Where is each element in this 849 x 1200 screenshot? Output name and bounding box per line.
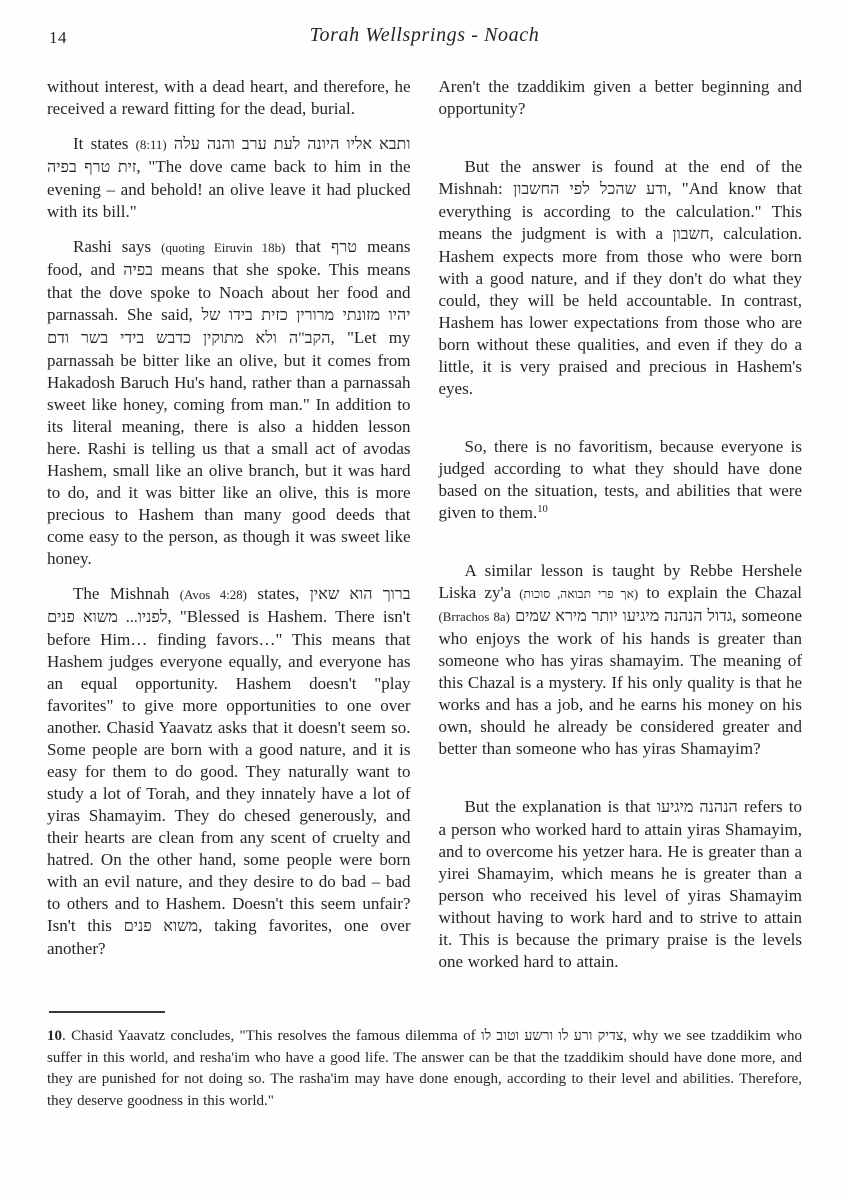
footnote-marker: 10 — [537, 504, 548, 515]
body-text: , "Blessed is Hashem. There isn't before Him… finding favors…" This means that Hashem judges everyone equally, and everyone has an equal opportunity. Hashem doesn't "play favorites" to give more opportunities to one over another. Chasid Yaavatz asks that it doesn't seem so. Some people are born with a good nature, and it is easy for them to do good. They naturally want to study a lot of Torah, and they innately have a lot of yiras Shamayim. They do chesed generously, and their hearts are clean from any scent of cruelty and hatred. On the other hand, some people were born with an evil nature, and they desire to do bad – bad to others and to Hashem. Doesn't this seem unfair? Isn't this — [47, 607, 411, 935]
body-text: without interest, with a dead heart, and therefore, he received a reward fitting for the dead, burial. — [47, 77, 411, 118]
hebrew-text: ברוך הוא שאין לפניו... משוא פנים — [47, 586, 411, 626]
footnote — [47, 1026, 802, 1112]
body-text: . Chasid Yaavatz concludes, "This resolves the famous dilemma of — [62, 1028, 481, 1044]
page-title: Torah Wellsprings - Noach — [309, 24, 540, 46]
body-text — [167, 134, 174, 153]
two-column-text — [47, 76, 802, 1009]
paragraph — [47, 76, 411, 120]
body-text: , "Let my parnassah be bitter like an olive, but it comes from Hakadosh Baruch Hu's hand, rather than a parnassah sweet like honey, coming from man." In addition to its literal meaning, there is also a hidden lesson here. Rashi is telling us that a small act of avodas Hashem, small like an olive branch, but it was hard to do, and it was bitter like an olive, this is more precious to Hashem than many good deeds that come easy to the person, as though it was sweet like honey. — [47, 328, 411, 568]
hebrew-text: משוא פנים — [123, 918, 199, 935]
footnote-divider — [49, 1011, 165, 1013]
hebrew-text: חשבון — [672, 226, 710, 243]
body-text: But the explanation is that — [464, 797, 657, 816]
hebrew-text: טרף — [330, 239, 357, 256]
hebrew-text: ותבא אליו היונה לעת ערב והנה עלה זית טרף בפיה — [47, 136, 411, 176]
body-text: So, there is no favoritism, because everyone is judged according to what they should have done based on the situation, tests, and abilities that were given to them. — [438, 437, 802, 522]
body-text: , why we see tzaddikim who suffer in this world, and resha'im who have a good life. The answer can be that the tzaddikim should have done more, and they are punished for not doing so. The rasha'im may have done enough, according to their level and abilities. Therefore, they deserve goodness in this world." — [47, 1028, 802, 1109]
paragraph — [47, 1026, 802, 1112]
reference-text: (8:11) — [135, 137, 167, 152]
paragraph — [439, 76, 803, 120]
hebrew-text: צדיק ורע לו ורשע וטוב לו — [480, 1028, 624, 1044]
reference-text: (Brrachos 8a) — [438, 609, 510, 624]
reference-text: ( — [519, 586, 524, 601]
body-text: Rashi says — [73, 237, 162, 256]
page-header — [47, 20, 802, 54]
body-text: means that she spoke. This means that the dove spoke to Noach about her food and parnassah. She said, — [47, 260, 411, 324]
hebrew-text: יהיו מזונתי מרורין כזית בידו של הקב"ה ולא מתוקין כדבש בידי בשר ודם — [47, 307, 411, 347]
paragraph — [439, 156, 803, 400]
paragraph — [47, 133, 411, 223]
hebrew-text: ודע שהכל לפי החשבון — [513, 181, 668, 198]
body-text: means food, and — [47, 237, 411, 279]
body-text: But the answer is found at the end of the Mishnah: — [438, 157, 802, 198]
page-number: 14 — [49, 28, 67, 47]
body-text: A similar lesson is taught by Rebbe Hershele Liska zy'a — [438, 561, 802, 602]
body-text: Aren't the tzaddikim given a better beginning and opportunity? — [438, 77, 802, 118]
paragraph — [439, 796, 803, 973]
paragraph — [439, 560, 803, 760]
reference-text: (Avos 4:28) — [179, 587, 247, 602]
body-text: , "The dove came back to him in the evening – and behold! an olive leave it had plucked with its bill." — [47, 157, 411, 221]
body-text: to explain the Chazal — [638, 583, 802, 602]
body-text: It states — [73, 134, 136, 153]
footnote-number: 10 — [47, 1028, 62, 1044]
right-column — [439, 76, 803, 1009]
body-text: that — [285, 237, 331, 256]
body-text: states, — [246, 584, 310, 603]
reference-text: ) — [633, 586, 639, 601]
reference-text: (quoting Eiruvin 18b) — [161, 240, 286, 255]
paragraph — [47, 583, 411, 960]
hebrew-text: בפיה — [123, 262, 153, 279]
body-text: , "And know that everything is according to the calculation." This means the judgment is with a — [438, 179, 802, 243]
body-text: , taking favorites, one over another? — [47, 916, 411, 958]
body-text: refers to a person who worked hard to attain yiras Shamayim, and to overcome his yetzer hara. He is greater than a yirei Shamayim, which means he is greater than a person who received his level of yiras Shamayim without having to work hard and to strive to attain it. This is because the primary praise is the levels one worked hard to attain. — [438, 797, 802, 971]
hebrew-text: גדול הנהנה מיגיעו יותר מירא שמים — [515, 608, 733, 625]
footnote-section — [47, 1011, 802, 1112]
hebrew-reference-text: אך פרי תבואה, סוכות — [523, 587, 634, 601]
body-text: , calculation. Hashem expects more from those who were born with a good nature, and if they don't do what they could, they will be held accountable. In contrast, Hashem has lower expectations from those who are born without these qualities, and even if they do a little, it is very praised and precious in Hashem's eyes. — [438, 224, 803, 398]
body-text: , someone who enjoys the work of his hands is greater than someone who has yiras shamayim. The meaning of this Chazal is a mystery. If his only quality is that he works and has a job, and he earns his money on his own, should he already be considered greater and better than someone who has yiras Shamayim? — [438, 606, 802, 758]
hebrew-text: הנהנה מיגיעו — [656, 799, 738, 816]
left-column — [47, 76, 411, 1009]
paragraph — [47, 236, 411, 570]
paragraph — [439, 436, 803, 524]
body-text: The Mishnah — [73, 584, 180, 603]
